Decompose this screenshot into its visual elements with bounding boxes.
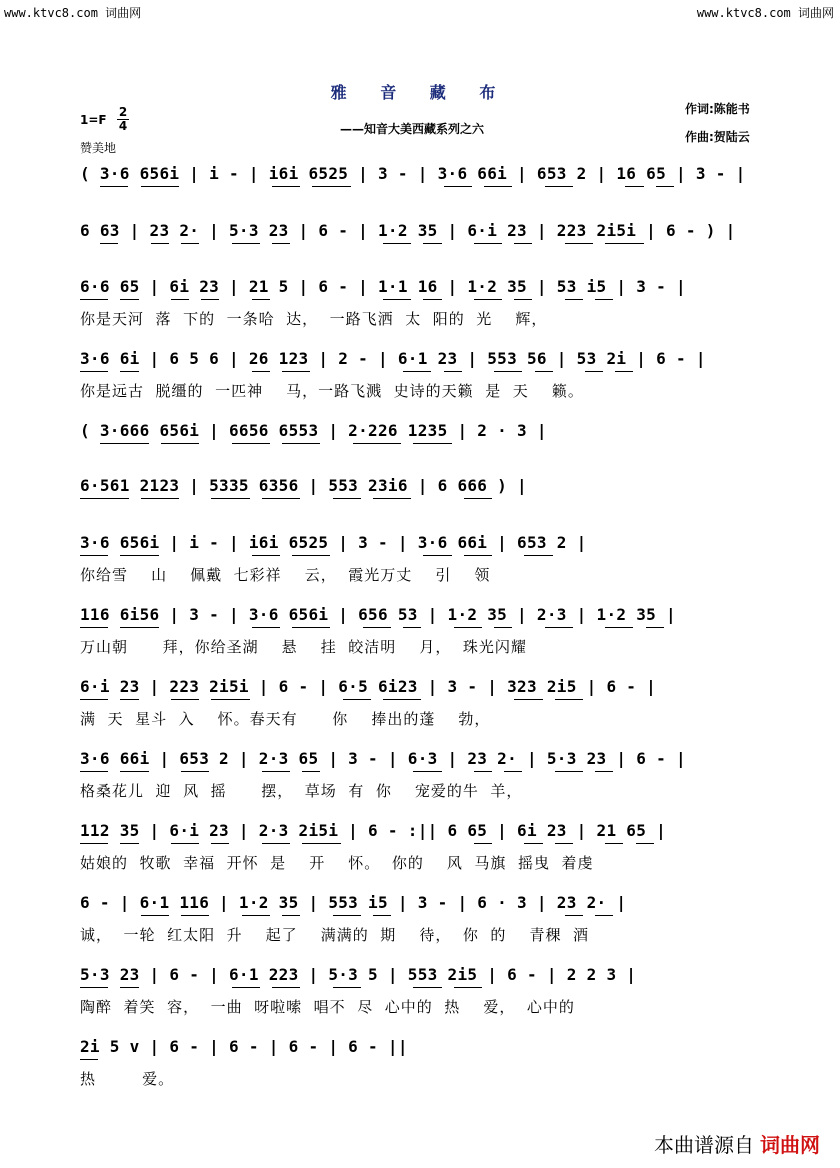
beam-underline xyxy=(171,699,199,700)
notation-line: ( 3·6 656i | i - | i6i 6525 | 3 - | 3·6 66i | 653 2 | 16 65 | 3 - | xyxy=(80,164,746,183)
notation-line: ( 3·666 656i | 6656 6553 | 2·226 1235 | 2 · 3 | xyxy=(80,421,547,440)
rhythm-underlines xyxy=(80,843,760,849)
notation-line: 6·561 2123 | 5335 6356 | 553 23i6 | 6 666 ) | xyxy=(80,476,527,495)
beam-underline xyxy=(565,915,583,916)
beam-underline xyxy=(423,243,441,244)
song-subtitle: ——知音大美西藏系列之六 xyxy=(340,122,485,136)
beam-underline xyxy=(120,299,138,300)
beam-underline xyxy=(464,555,492,556)
time-signature-bottom: 4 xyxy=(118,119,128,133)
beam-underline xyxy=(302,771,320,772)
beam-underline xyxy=(383,243,411,244)
beam-underline xyxy=(565,299,583,300)
song-title: 雅 音 藏 布 xyxy=(330,83,510,102)
beam-underline xyxy=(80,371,108,372)
beam-underline xyxy=(201,299,219,300)
beam-underline xyxy=(595,299,613,300)
beam-underline xyxy=(100,443,149,444)
footer-label: 本曲谱源自 xyxy=(654,1133,754,1157)
beam-underline xyxy=(636,843,654,844)
rhythm-underlines xyxy=(80,987,760,993)
rhythm-underlines xyxy=(80,371,760,377)
beam-underline xyxy=(80,555,108,556)
beam-underline xyxy=(141,915,169,916)
beam-underline xyxy=(80,699,108,700)
notation-line: 112 35 | 6·i 23 | 2·3 2i5i | 6 - :|| 6 65 | 6i 23 | 21 65 | xyxy=(80,821,667,840)
beam-underline xyxy=(181,771,209,772)
beam-underline xyxy=(100,186,128,187)
notation-line: 6·6 65 | 6i 23 | 21 5 | 6 - | 1·1 16 | 1·2 35 | 53 i5 | 3 - | xyxy=(80,277,686,296)
beam-underline xyxy=(403,371,431,372)
beam-underline xyxy=(252,555,280,556)
beam-underline xyxy=(474,843,492,844)
beam-underline xyxy=(292,627,330,628)
beam-underline xyxy=(120,627,158,628)
beam-underline xyxy=(403,627,421,628)
beam-underline xyxy=(535,371,553,372)
rhythm-underlines xyxy=(80,186,760,192)
rhythm-underlines xyxy=(80,299,760,305)
beam-underline xyxy=(120,843,138,844)
beam-underline xyxy=(232,987,260,988)
beam-underline xyxy=(484,186,512,187)
beam-underline xyxy=(120,555,158,556)
beam-underline xyxy=(333,915,361,916)
beam-underline xyxy=(262,771,290,772)
beam-underline xyxy=(343,699,371,700)
beam-underline xyxy=(120,371,138,372)
beam-underline xyxy=(272,243,290,244)
beam-underline xyxy=(444,371,462,372)
lyric-line: 格桑花儿 迎 风 摇 摆， 草场 有 你 宠爱的牛 羊， xyxy=(80,782,523,800)
beam-underline xyxy=(181,915,209,916)
rhythm-underlines xyxy=(80,443,760,449)
lyric-line: 万山朝 拜，你给圣湖 悬 挂 皎洁明 月， 珠光闪耀 xyxy=(80,638,527,656)
beam-underline xyxy=(282,371,310,372)
notation-line: 6·i 23 | 223 2i5i | 6 - | 6·5 6i23 | 3 - | 323 2i5 | 6 - | xyxy=(80,677,657,696)
beam-underline xyxy=(232,243,260,244)
time-signature xyxy=(116,106,130,133)
notation-line: 3·6 656i | i - | i6i 6525 | 3 - | 3·6 66i | 653 2 | xyxy=(80,533,587,552)
beam-underline xyxy=(615,371,633,372)
rhythm-underlines xyxy=(80,915,760,921)
lyricist-credit: 作词:陈能书 xyxy=(685,102,750,116)
beam-underline xyxy=(282,915,300,916)
beam-underline xyxy=(383,699,421,700)
beam-underline xyxy=(454,627,482,628)
beam-underline xyxy=(272,987,300,988)
beam-underline xyxy=(585,371,603,372)
beam-underline xyxy=(423,299,441,300)
beam-underline xyxy=(211,498,249,499)
beam-underline xyxy=(413,987,441,988)
beam-underline xyxy=(373,498,411,499)
beam-underline xyxy=(211,699,249,700)
beam-underline xyxy=(595,915,613,916)
beam-underline xyxy=(514,299,532,300)
rhythm-underlines xyxy=(80,1059,760,1065)
beam-underline xyxy=(171,299,189,300)
beam-underline xyxy=(565,243,593,244)
footer-brand[interactable]: 词曲网 xyxy=(760,1133,820,1157)
beam-underline xyxy=(474,243,502,244)
footer-source xyxy=(654,1129,820,1158)
notation-line: 5·3 23 | 6 - | 6·1 223 | 5·3 5 | 553 2i5 | 6 - | 2 2 3 | xyxy=(80,965,637,984)
beam-underline xyxy=(444,186,472,187)
beam-underline xyxy=(545,186,573,187)
beam-underline xyxy=(413,771,441,772)
site-url-right[interactable]: www.ktvc8.com 词曲网 xyxy=(696,6,834,20)
beam-underline xyxy=(333,987,361,988)
rhythm-underlines xyxy=(80,243,760,249)
beam-underline xyxy=(595,771,613,772)
lyric-line: 满 天 星斗 入 怀。春天有 你 捧出的蓬 勃， xyxy=(80,710,491,728)
time-signature-top: 2 xyxy=(118,105,128,119)
notation-line: 3·6 66i | 653 2 | 2·3 65 | 3 - | 6·3 | 23 2· | 5·3 23 | 6 - | xyxy=(80,749,686,768)
beam-underline xyxy=(312,186,350,187)
beam-underline xyxy=(80,987,108,988)
lyric-line: 你是天河 落 下的 一条哈 达， 一路飞洒 太 阳的 光 辉， xyxy=(80,310,548,328)
beam-underline xyxy=(514,243,532,244)
beam-underline xyxy=(262,498,300,499)
beam-underline xyxy=(504,771,522,772)
beam-underline xyxy=(605,843,623,844)
beam-underline xyxy=(524,555,552,556)
beam-underline xyxy=(80,843,108,844)
lyric-line: 姑娘的 牧歌 幸福 开怀 是 开 怀。 你的 风 马旗 摇曳 着虔 xyxy=(80,854,594,872)
composer-credit: 作曲:贺陆云 xyxy=(685,130,750,144)
beam-underline xyxy=(646,627,664,628)
beam-underline xyxy=(454,987,482,988)
beam-underline xyxy=(494,371,522,372)
beam-underline xyxy=(120,771,148,772)
beam-underline xyxy=(656,186,674,187)
beam-underline xyxy=(555,843,573,844)
beam-underline xyxy=(181,243,199,244)
notation-line: 6 - | 6·1 116 | 1·2 35 | 553 i5 | 3 - | 6 · 3 | 23 2· | xyxy=(80,893,627,912)
beam-underline xyxy=(80,498,129,499)
beam-underline xyxy=(555,771,583,772)
rhythm-underlines xyxy=(80,627,760,633)
beam-underline xyxy=(141,186,179,187)
beam-underline xyxy=(383,299,411,300)
beam-underline xyxy=(625,186,643,187)
tempo-mood: 赞美地 xyxy=(80,141,117,155)
beam-underline xyxy=(272,186,300,187)
beam-underline xyxy=(232,443,270,444)
beam-underline xyxy=(151,243,169,244)
notation-line: 3·6 6i | 6 5 6 | 26 123 | 2 - | 6·1 23 | 553 56 | 53 2i | 6 - | xyxy=(80,349,706,368)
beam-underline xyxy=(171,843,199,844)
rhythm-underlines xyxy=(80,555,760,561)
beam-underline xyxy=(80,627,108,628)
beam-underline xyxy=(353,443,402,444)
key-signature: 1=F xyxy=(80,113,107,127)
lyric-line: 你是远古 脱缰的 一匹神 马，一路飞溅 史诗的天籁 是 天 籁。 xyxy=(80,382,584,400)
rhythm-underlines xyxy=(80,498,760,504)
notation-line: 6 63 | 23 2· | 5·3 23 | 6 - | 1·2 35 | 6·i 23 | 223 2i5i | 6 - ) | xyxy=(80,221,736,240)
beam-underline xyxy=(363,627,391,628)
beam-underline xyxy=(524,843,542,844)
beam-underline xyxy=(100,243,118,244)
site-url-left[interactable]: www.ktvc8.com 词曲网 xyxy=(4,6,142,20)
beam-underline xyxy=(373,915,391,916)
beam-underline xyxy=(80,1059,98,1060)
beam-underline xyxy=(555,699,583,700)
beam-underline xyxy=(605,627,633,628)
beam-underline xyxy=(282,443,320,444)
beam-underline xyxy=(413,443,451,444)
beam-underline xyxy=(474,299,502,300)
notation-line: 2i 5 v | 6 - | 6 - | 6 - | 6 - || xyxy=(80,1037,408,1056)
beam-underline xyxy=(474,771,492,772)
beam-underline xyxy=(423,555,451,556)
lyric-line: 诚， 一轮 红太阳 升 起了 满满的 期 待， 你 的 青稞 酒 xyxy=(80,926,590,944)
beam-underline xyxy=(252,299,270,300)
beam-underline xyxy=(252,371,270,372)
rhythm-underlines xyxy=(80,771,760,777)
beam-underline xyxy=(211,843,229,844)
beam-underline xyxy=(464,498,492,499)
beam-underline xyxy=(120,987,138,988)
lyric-line: 你给雪 山 佩戴 七彩祥 云， 霞光万丈 引 领 xyxy=(80,566,491,584)
beam-underline xyxy=(545,627,573,628)
beam-underline xyxy=(514,699,542,700)
notation-line: 116 6i56 | 3 - | 3·6 656i | 656 53 | 1·2 35 | 2·3 | 1·2 35 | xyxy=(80,605,676,624)
beam-underline xyxy=(605,243,643,244)
beam-underline xyxy=(302,843,340,844)
beam-underline xyxy=(242,915,270,916)
beam-underline xyxy=(161,443,199,444)
rhythm-underlines xyxy=(80,699,760,705)
beam-underline xyxy=(80,771,108,772)
beam-underline xyxy=(120,699,138,700)
beam-underline xyxy=(333,498,361,499)
beam-underline xyxy=(141,498,179,499)
beam-underline xyxy=(252,627,280,628)
beam-underline xyxy=(494,627,512,628)
beam-underline xyxy=(262,843,290,844)
beam-underline xyxy=(80,299,108,300)
beam-underline xyxy=(292,555,330,556)
lyric-line: 热 爱。 xyxy=(80,1070,175,1088)
lyric-line: 陶醉 着笑 容， 一曲 呀啦嗦 唱不 尽 心中的 热 爱， 心中的 xyxy=(80,998,575,1016)
